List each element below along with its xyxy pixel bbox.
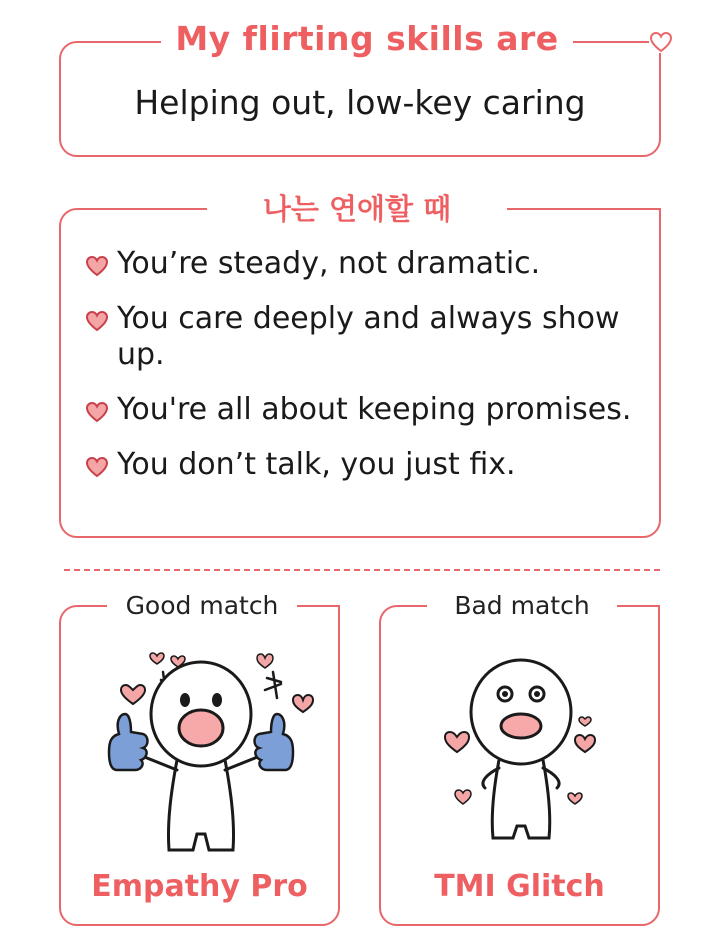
good-match-name: Empathy Pro — [91, 869, 308, 904]
heart-icon — [649, 31, 673, 53]
bad-match-label: Bad match — [427, 591, 617, 620]
flirting-skills-box — [59, 19, 661, 157]
good-match-box — [59, 591, 340, 926]
surprised-character-illustration — [401, 642, 641, 862]
heart-bullet-icon — [85, 255, 109, 277]
list-item — [85, 392, 639, 428]
list-item — [85, 301, 639, 373]
bad-match-name: TMI Glitch — [434, 869, 605, 904]
good-match-label: Good match — [107, 591, 297, 620]
dashed-divider — [64, 569, 660, 571]
dating-heading: 나는 연애할 때 — [207, 187, 507, 228]
heart-bullet-icon — [85, 456, 109, 478]
trait-text: You're all about keeping promises. — [117, 392, 632, 427]
trait-text: You care deeply and always show up. — [117, 301, 620, 372]
dating-traits-box — [59, 192, 661, 538]
flirting-skills-heading: My flirting skills are — [161, 19, 573, 58]
trait-text: You don’t talk, you just fix. — [117, 447, 516, 482]
heart-bullet-icon — [85, 310, 109, 332]
trait-text: You’re steady, not dramatic. — [117, 246, 541, 281]
bad-match-box — [379, 591, 660, 926]
trait-list — [85, 246, 639, 502]
list-item — [85, 246, 639, 282]
list-item — [85, 447, 639, 483]
thumbs-up-character-illustration — [81, 642, 321, 862]
heart-bullet-icon — [85, 401, 109, 423]
flirting-skills-text: Helping out, low-key caring — [134, 83, 586, 122]
